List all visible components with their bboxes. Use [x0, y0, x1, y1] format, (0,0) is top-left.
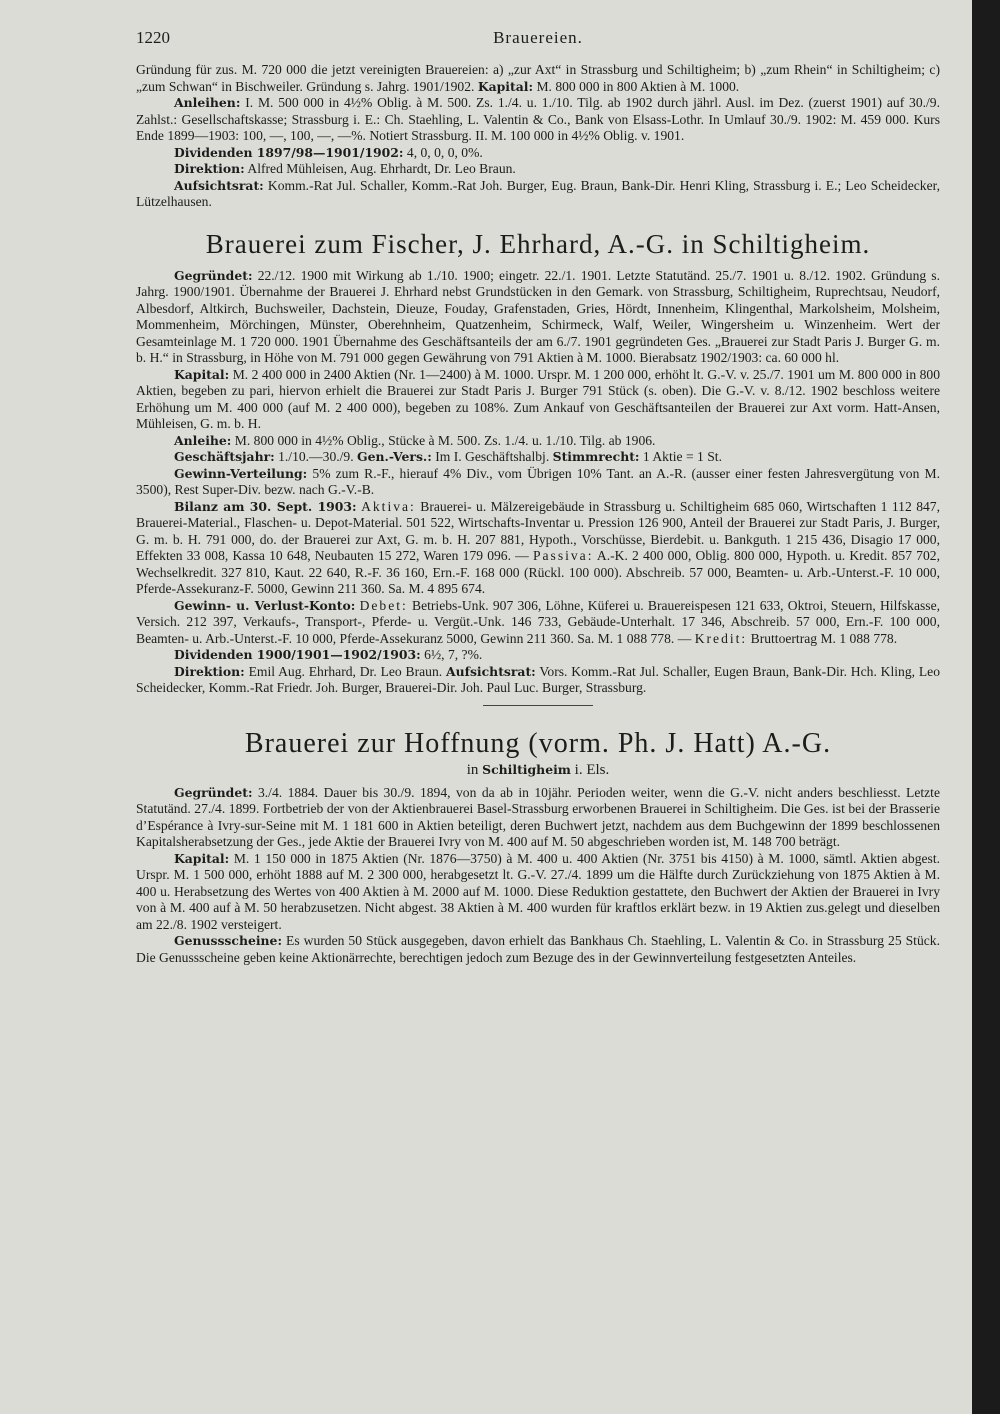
- running-header: [136, 28, 940, 62]
- s2-kapital-text: M. 2 400 000 in 2400 Aktien (Nr. 1—2400) à M. 1000. Urspr. M. 1 200 000, erhöht lt. G.-V. v. 25./7. 1901 um M. 800 000 in 800 Aktien, begeben zu pari, hiervon erhielt die Brauerei zur Stadt Paris J. Burger 791 Stück (s. oben). Die G.-V. v. 8./12. 1902 beschloss weitere Erhöhung um M. 400 000 (auf M. 2 400 000), begeben zu 108%. Zum Ankauf von Geschäftsanteilen der Brauerei zur Axt vorm. Hatt-Ansen, Mühleisen, G. m. b. H.: [136, 366, 940, 431]
- s2-gewinnvert-label: Gewinn-Verteilung:: [174, 465, 308, 481]
- page-number: 1220: [136, 28, 170, 47]
- s2-gewinnvert-text: 5% zum R.-F., hierauf 4% Div., vom Übrigen 10% Tant. an A.-R. (ausser einer festen Jahresvergütung von M. 3500), Rest Super-Div. bezw. nach G.-V.-B.: [136, 465, 940, 497]
- s2-direktion-label: Direktion:: [174, 663, 245, 679]
- running-title: Brauereien.: [493, 28, 583, 47]
- s2-stimm-text: 1 Aktie = 1 St.: [642, 449, 722, 464]
- s2-aufsichtsrat-text: Vors. Komm.-Rat Jul. Schaller, Eugen Braun, Bank-Dir. Hch. Kling, Leo Scheidecker, Komm.-Rat Friedr. Joh. Burger, Brauerei-Dir. Joh. Paul Luc. Burger, Strassburg.: [136, 663, 940, 695]
- s3-sub-in: in: [466, 761, 479, 778]
- s2-geschaeftsjahr: [136, 449, 940, 466]
- s2-anleihe-text: M. 800 000 in 4½% Oblig., Stücke à M. 500. Zs. 1./4. u. 1./10. Tilg. ab 1906.: [234, 432, 656, 448]
- s3-gegruendet-label: Gegründet:: [174, 784, 253, 800]
- s2-bilanz: [136, 499, 940, 598]
- s2-kredit-word: Kredit:: [694, 630, 748, 646]
- s1-kapital-label: Kapital:: [477, 78, 534, 94]
- s2-genvers-label: Gen.-Vers.:: [357, 449, 432, 464]
- s3-kapital-label: Kapital:: [174, 850, 230, 866]
- s3-gegruendet: [136, 785, 940, 851]
- s2-genvers-text: Im I. Geschäftshalbj.: [435, 449, 550, 464]
- s2-anleihe-label: Anleihe:: [174, 432, 232, 448]
- s1-aufsichtsrat: [136, 178, 940, 211]
- s2-aktiva-word: Aktiva:: [361, 498, 416, 514]
- s1-direktion-label: Direktion:: [174, 161, 245, 176]
- s1-anleihen: [136, 95, 940, 145]
- s3-subheading: [136, 762, 940, 779]
- s1-dividenden: [136, 145, 940, 162]
- s1-direktion-text: Alfred Mühleisen, Aug. Ehrhardt, Dr. Leo Braun.: [247, 161, 516, 176]
- s2-dividenden-label: Dividenden 1900/1901—1902/1903:: [174, 647, 421, 662]
- s1-aufsichtsrat-label: Aufsichtsrat:: [174, 177, 264, 193]
- s2-gegruendet: [136, 268, 940, 367]
- section-divider: [483, 705, 593, 706]
- s1-aufsichtsrat-text: Komm.-Rat Jul. Schaller, Komm.-Rat Joh. Burger, Eug. Braun, Bank-Dir. Henri Kling, Strassburg i. E.; Leo Scheidecker, Lützelhausen.: [136, 177, 940, 209]
- s3-genuss-text: Es wurden 50 Stück ausgegeben, davon erhielt das Bankhaus Ch. Staehling, L. Valentin & Co. in Strassburg 25 Stück. Die Genussscheine geben keine Aktionärrechte, berechtigen jedoch zum Bezuge des in der Gewinnverteilung festgesetzten Anteiles.: [136, 933, 940, 965]
- s3-sub-suffix: i. Els.: [574, 761, 610, 778]
- s2-dividenden-text: 6½, 7, ?%.: [424, 647, 483, 662]
- s2-gj-label: Geschäftsjahr:: [174, 449, 275, 464]
- s1-anleihen-label: Anleihen:: [174, 95, 241, 110]
- s1-dividenden-label: Dividenden 1897/98—1901/1902:: [174, 144, 404, 160]
- s2-guv: [136, 598, 940, 648]
- s2-dividenden: [136, 647, 940, 664]
- s3-genuss-label: Genussscheine:: [174, 933, 283, 948]
- s2-gegruendet-text: 22./12. 1900 mit Wirkung ab 1./10. 1900; eingetr. 22./1. 1901. Letzte Statutänd. 25./7. 1901 u. 8./12. 1902. Gründung s. Jahrg. 1900/1901. Übernahme der Brauerei J. Ehrhard nebst Grundstücken in den Gemark. von Strassburg, Schiltigheim, Ruprechtsau, Neudorf, Albesdorf, Altkirch, Buchsweiler, Dachstein, Dieuze, Fouday, Grafenstaden, Gries, Hördt, Innenheim, Klingenthal, Markolsheim, Molsheim, Mommenheim, Mörchingen, Münster, Oberehnheim, Quatzenheim, Schirmeck, Walf, Weiler, Wingersheim u. Winzenheim. Wert der Gesamteinlage M. 1 720 000. 1901 Übernahme des Geschäftsanteils der am 6./7. 1901 gegründeten Ges. „Brauerei zur Stadt Paris J. Burger G. m. b. H.“ in Strassburg, in Höhe von M. 791 000 gegen Gewährung von 791 Aktien à M. 1000. Bierabsatz 1902/1903: ca. 60 000 hl.: [136, 267, 940, 365]
- s2-direktion: [136, 664, 940, 697]
- s1-intro-text: Gründung für zus. M. 720 000 die jetzt vereinigten Brauereien: a) „zur Axt“ in Strassburg und Schiltigheim; b) „zum Rhein“ in Schiltigheim; c) „zum Schwan“ in Bischweiler. Gründung s. Jahrg. 1901/1902.: [136, 62, 940, 94]
- s2-aktiva-text: Brauerei- u. Mälzereigebäude in Strassburg u. Schiltigheim 685 060, Wirtschaften 1 112 847, Brauerei-Material., Flaschen- u. Depot-Material. 501 522, Wirtschafts-Inventar u. Pression 126 900, Anteil der Brauerei zur Stadt Paris, J. Burger, G. m. b. H. 791 000, do. der Brauerei zur Axt, G. m. b. H. 207 881, Hypoth., Vorschüsse, Bierdebit. u. Bankguth. 1 215 436, Disagio 17 000, Effekten 33 008, Kassa 10 648, Neubauten 15 272, Waren 179 096. —: [136, 498, 940, 563]
- s3-kapital-text: M. 1 150 000 in 1875 Aktien (Nr. 1876—3750) à M. 400 u. 400 Aktien (Nr. 3751 bis 4150) à M. 1000, sämtl. Aktien abgest. Urspr. M. 1 500 000, erhöht 1888 auf M. 2 300 000, herabgesetzt lt. G.-V. 27./4. 1899 um die Hälfte durch Zurückziehung von 1875 Aktien à M. 400 u. Herabsetzung des Wertes von 400 Aktien à M. 2000 auf M. 1000. Diese Reduktion gestattete, den Buchwert der Aktien der Brauerei in Ivry von à M. 400 auf à M. 50 herabzusetzen. Nicht abgest. 38 Aktien à M. 400 wurden für kraftlos erklärt bezw. in 19 Aktien zus.gelegt und dieselben am 22./8. 1902 versteigert.: [136, 850, 940, 932]
- s1-intro: [136, 62, 940, 95]
- s3-kapital: [136, 851, 940, 934]
- page-content: [136, 28, 940, 966]
- s2-debet-word: Debet:: [359, 597, 408, 613]
- s2-guv-label: Gewinn- u. Verlust-Konto:: [174, 597, 356, 613]
- s1-dividenden-text: 4, 0, 0, 0, 0%.: [406, 144, 483, 160]
- s3-gegruendet-text: 3./4. 1884. Dauer bis 30./9. 1894, von da ab in 10jähr. Perioden weiter, wenn die G.-V. nicht anders beschliesst. Letzte Statutänd. 27./4. 1899. Fortbetrieb der von der Aktienbrauerei Basel-Strassburg erworbenen Brauerei in Schiltigheim. Die Ges. ist bei der Brasserie d’Espérance à Ivry-sur-Seine mit M. 1 181 600 in Aktien beteiligt, deren Buchwert jetzt, nachdem aus dem Buchgewinn der 1899 beschlossenen Kapitalsherabsetzung der Ges., jede Aktie der Brauerei Ivry von M. 400 auf M. 50 abgeschrieben worden ist, M. 148 700 beträgt.: [136, 784, 940, 849]
- s3-genussscheine: [136, 933, 940, 966]
- s2-gj-text: 1./10.—30./9.: [278, 449, 354, 464]
- s2-heading: Brauerei zum Fischer, J. Ehrhard, A.-G. in Schiltigheim.: [205, 228, 871, 259]
- s2-kredit-text: Bruttoertrag M. 1 088 778.: [750, 630, 898, 646]
- s3-sub-place: Schiltigheim: [482, 761, 571, 777]
- s1-anleihen-text: I. M. 500 000 in 4½% Oblig. à M. 500. Zs. 1./4. u. 1./10. Tilg. ab 1902 durch jährl. Ausl. im Dez. (zuerst 1901) auf 30./9. Zahlst.: Gesellschaftskasse; Strassburg i. E.: Ch. Staehling, L. Valentin & Co., Bank von Elsass-Lothr. In Umlauf 30./9. 1902: M. 459 000. Kurs Ende 1899—1903: 100, —, 100, —, —%. Notiert Strassburg. II. M. 100 000 in 4½% Oblig. v. 1901.: [136, 95, 940, 143]
- s2-kapital: [136, 367, 940, 433]
- s2-debet-text: Betriebs-Unk. 907 306, Löhne, Küferei u. Brauereispesen 121 633, Oktroi, Steuern, Hilfskasse, Versich. 212 397, Verkaufs-, Transport-, Pferde- u. Vergüt.-Unk. 146 733, Gebäude-Unterhalt. 17 346, Abschreib. 57 000, Ern.-F. 100 000, Beamten- u. Arb.-Unterst.-F. 10 000, Pferde-Assekuranz 5000, Gewinn 211 360. Sa. M. 1 088 778. —: [136, 597, 941, 646]
- s2-aufsichtsrat-label: Aufsichtsrat:: [446, 663, 536, 679]
- s2-passiva-text: A.-K. 2 400 000, Oblig. 800 000, Hypoth. u. Kredit. 857 702, Wechselkredit. 327 810, Kaut. 22 640, R.-F. 36 160, Ern.-F. 168 000 (Rückl. 100 000). Abschreib. 57 000, Beamten- u. Arb.-Unterst.-F. 10 000, Pferde-Assekuranz-F. 5000, Gewinn 211 360. Sa. M. 4 895 674.: [136, 548, 940, 596]
- s2-stimm-label: Stimmrecht:: [552, 449, 640, 464]
- s2-direktion-text: Emil Aug. Ehrhard, Dr. Leo Braun.: [248, 663, 443, 679]
- s2-gegruendet-label: Gegründet:: [174, 267, 253, 283]
- s2-gewinnverteilung: [136, 466, 940, 499]
- s2-anleihe: [136, 433, 940, 450]
- s1-direktion: [136, 161, 940, 178]
- s1-kapital-text: M. 800 000 in 800 Aktien à M. 1000.: [536, 78, 740, 94]
- s2-bilanz-label: Bilanz am 30. Sept. 1903:: [174, 498, 357, 514]
- s2-kapital-label: Kapital:: [174, 366, 230, 382]
- s2-passiva-word: Passiva:: [532, 548, 594, 563]
- s3-heading: Brauerei zur Hoffnung (vorm. Ph. J. Hatt) A.-G.: [244, 727, 832, 759]
